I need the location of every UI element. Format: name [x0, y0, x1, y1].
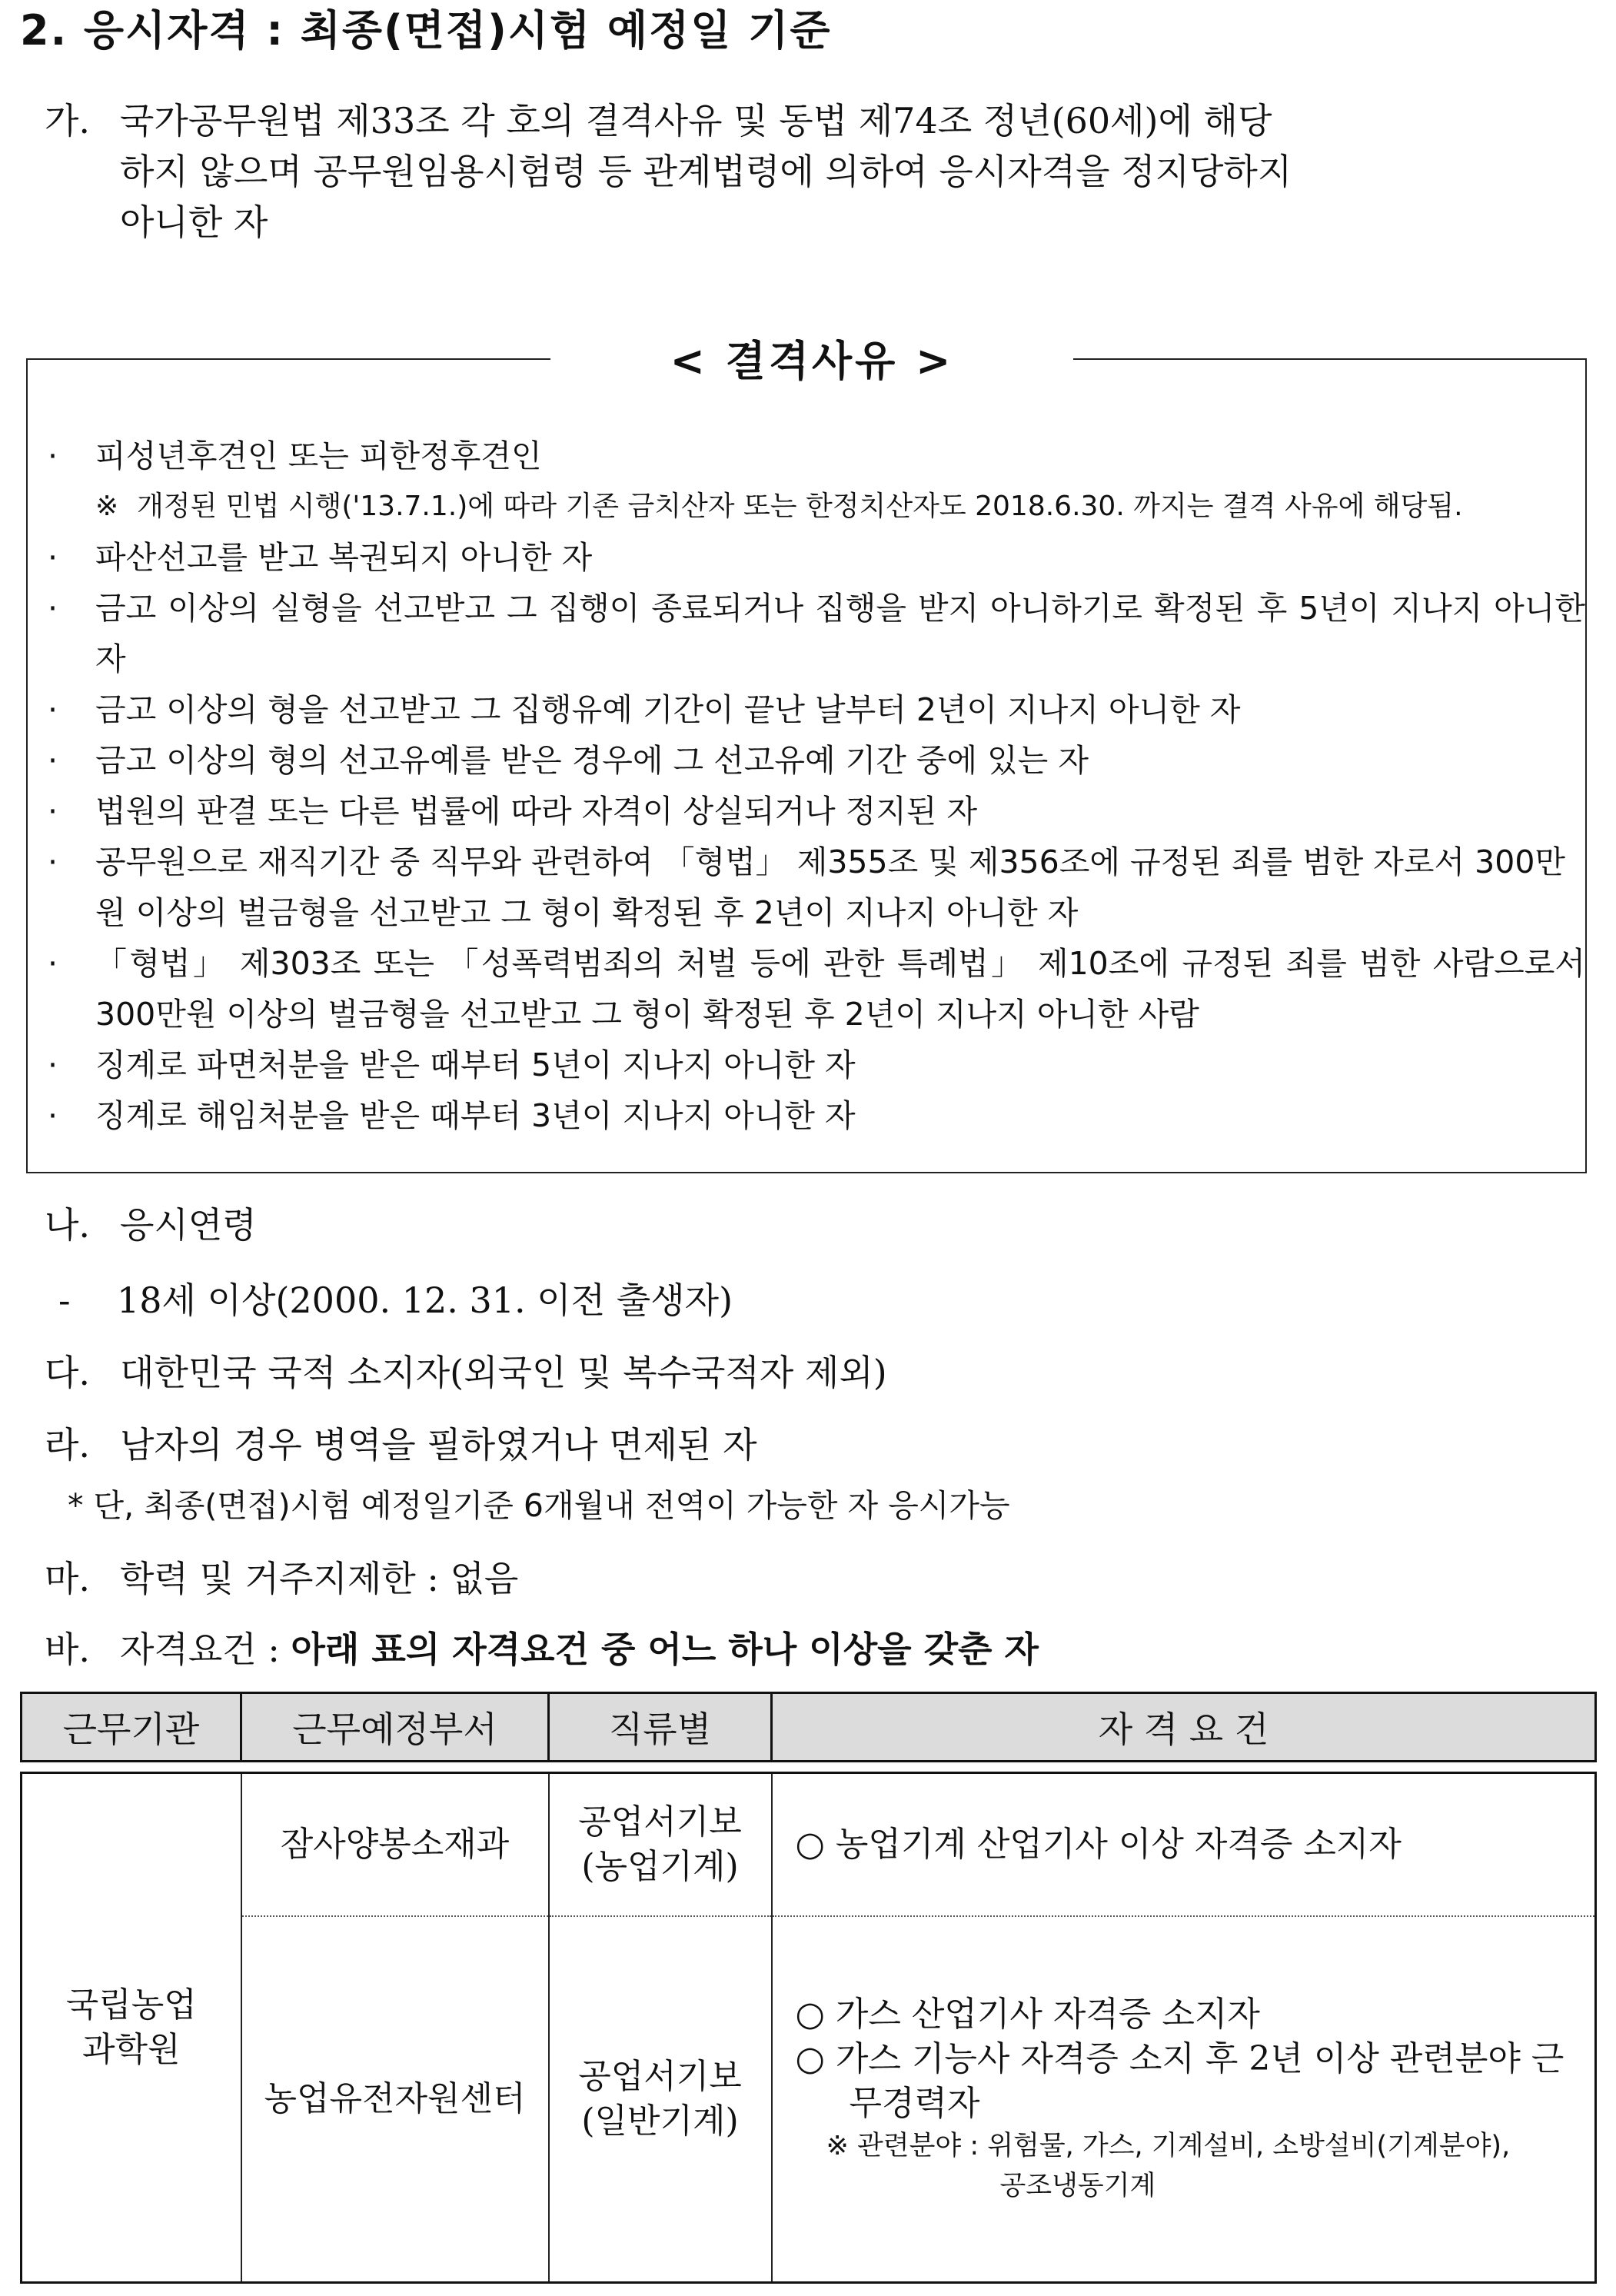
- paragraph-ba: [45, 1624, 1590, 1675]
- list-item-text: 징계로 파면처분을 받은 때부터 5년이 지나지 아니한 자: [95, 1047, 856, 1083]
- list-item-text: 징계로 해임처분을 받은 때부터 3년이 지나지 아니한 자: [95, 1097, 856, 1134]
- list-item-text: 금고 이상의 형을 선고받고 그 집행유예 기간이 끝난 날부터 2년이 지나지 아니한 자: [95, 691, 1241, 728]
- bullet: ·: [48, 742, 58, 779]
- list-item-text: 금고 이상의 형의 선고유예를 받은 경우에 그 선고유예 기간 중에 있는 자: [95, 742, 1089, 779]
- list-item-text: 파산선고를 받고 복권되지 아니한 자: [95, 539, 593, 576]
- bullet: ※: [95, 491, 119, 522]
- paragraph-na-sub: [58, 1275, 1604, 1326]
- paragraph-ga: [45, 95, 1590, 248]
- ma-text: 학력 및 거주지제한 : 없음: [120, 1558, 519, 1599]
- bullet: ·: [48, 1097, 58, 1134]
- table-header: 직류별: [549, 1693, 772, 1762]
- list-item-text: 「형법」 제303조 또는 「성폭력범죄의 처벌 등에 관한 특례법」 제10조에 규정된 죄를 범한 사람으로서 300만원 이상의 벌금형을 선고받고 그 형이 확정된 후 2년이 지나지 아니한 사람: [95, 945, 1585, 1033]
- na-sub-text: 18세 이상(2000. 12. 31. 이전 출생자): [117, 1279, 733, 1321]
- label-ma: 마.: [45, 1558, 91, 1599]
- label-ga: 가.: [45, 100, 91, 141]
- table-header: 자 격 요 건: [772, 1693, 1596, 1762]
- disqualification-title: < 결격사유 >: [550, 331, 1073, 392]
- institution-cell: 국립농업 과학원: [22, 1773, 241, 2283]
- ra-text: 남자의 경우 병역을 필하였거나 면제된 자: [120, 1424, 757, 1466]
- paragraph-ra: [45, 1419, 1590, 1470]
- requirement-text: ○ 가스 산업기사 자격증 소지자: [795, 1994, 1260, 2034]
- ba-text: 자격요건 :: [120, 1629, 291, 1670]
- ba-text-bold: 아래 표의 자격요건 중 어느 하나 이상을 갖춘 자: [291, 1629, 1039, 1670]
- list-item: [48, 1040, 1585, 1090]
- list-item-text: 금고 이상의 실형을 선고받고 그 집행이 종료되거나 집행을 받지 아니하기로 확정된 후 5년이 지나지 아니한 자: [95, 590, 1585, 677]
- list-item-text: 피성년후견인 또는 피한정후견인: [95, 438, 542, 474]
- disqualification-list: [48, 431, 1585, 1141]
- paragraph-ma: [45, 1553, 1590, 1604]
- bullet: ·: [48, 438, 58, 474]
- bullet: ·: [48, 590, 58, 627]
- requirement-text: ○ 가스 기능사 자격증 소지 후 2년 이상 관련분야 근무경력자: [795, 2038, 1564, 2123]
- note-line: 위험물, 가스, 기계설비, 소방설비(기계분야),: [987, 2130, 1511, 2161]
- list-item-text: 공무원으로 재직기간 중 직무와 관련하여 「형법」 제355조 및 제356조에 규정된 죄를 범한 자로서 300만원 이상의 벌금형을 선고받고 그 형이 확정된 후 2년이 지나지 아니한 자: [95, 844, 1566, 931]
- requirement-note: [796, 2126, 1589, 2206]
- ga-line2: 하지 않으며 공무원임용시험령 등 관계법령에 의하여 응시자격을 정지당하지: [120, 151, 1292, 192]
- bullet: ·: [48, 793, 58, 830]
- bullet: ·: [48, 1047, 58, 1083]
- da-text: 대한민국 국적 소지자(외국인 및 복수국적자 제외): [120, 1352, 887, 1393]
- section-heading: 2. 응시자격 : 최종(면접)시험 예정일 기준: [20, 6, 832, 55]
- table-header: 근무예정부서: [241, 1693, 549, 1762]
- list-item: [48, 786, 1585, 837]
- label-na: 나.: [45, 1204, 91, 1246]
- list-item-text: 법원의 판결 또는 다른 법률에 따라 자격이 상실되거나 정지된 자: [95, 793, 978, 830]
- list-item: [48, 684, 1585, 735]
- table-header: 근무기관: [22, 1693, 241, 1762]
- department-cell: 농업유전자원센터: [241, 1916, 549, 2283]
- note-line: 공조냉동기계: [999, 2170, 1156, 2201]
- paragraph-da: [45, 1347, 1590, 1398]
- note-prefix: ※ 관련분야 :: [826, 2130, 988, 2161]
- ra-note: * 단, 최종(면접)시험 예정일기준 6개월내 전역이 가능한 자 응시가능: [68, 1487, 1010, 1524]
- department-cell: 잠사양봉소재과: [241, 1773, 549, 1916]
- label-ra: 라.: [45, 1424, 91, 1466]
- job-cell: 공업서기보 (일반기계): [549, 1916, 772, 2283]
- list-item: [48, 1090, 1585, 1141]
- na-text: 응시연령: [120, 1204, 257, 1246]
- list-item: [48, 735, 1585, 786]
- bullet: ·: [48, 844, 58, 880]
- ga-line3: 아니한 자: [120, 201, 268, 243]
- dash: -: [58, 1279, 71, 1321]
- list-item-text: 개정된 민법 시행('13.7.1.)에 따라 기존 금치산자 또는 한정치산자도 2018.6.30. 까지는 결격 사유에 해당됨.: [137, 491, 1463, 522]
- label-da: 다.: [45, 1352, 91, 1393]
- paragraph-na: [45, 1200, 1590, 1250]
- list-item: [48, 532, 1585, 583]
- qualification-table: [20, 1692, 1594, 2284]
- bullet: ·: [48, 539, 58, 576]
- requirement-cell: [772, 1773, 1596, 1916]
- bullet: ·: [48, 691, 58, 728]
- list-item: [48, 837, 1585, 938]
- list-item: [48, 583, 1585, 684]
- bullet: ·: [48, 945, 58, 982]
- list-item: [48, 431, 1585, 481]
- job-cell: 공업서기보 (농업기계): [549, 1773, 772, 1916]
- requirement-text: ○ 농업기계 산업기사 이상 자격증 소지자: [795, 1824, 1402, 1864]
- list-item-note: [48, 481, 1585, 532]
- ga-line1: 국가공무원법 제33조 각 호의 결격사유 및 동법 제74조 정년(60세)에 해당: [120, 100, 1272, 141]
- requirement-cell: [772, 1916, 1596, 2283]
- label-ba: 바.: [45, 1629, 91, 1670]
- list-item: [48, 938, 1585, 1040]
